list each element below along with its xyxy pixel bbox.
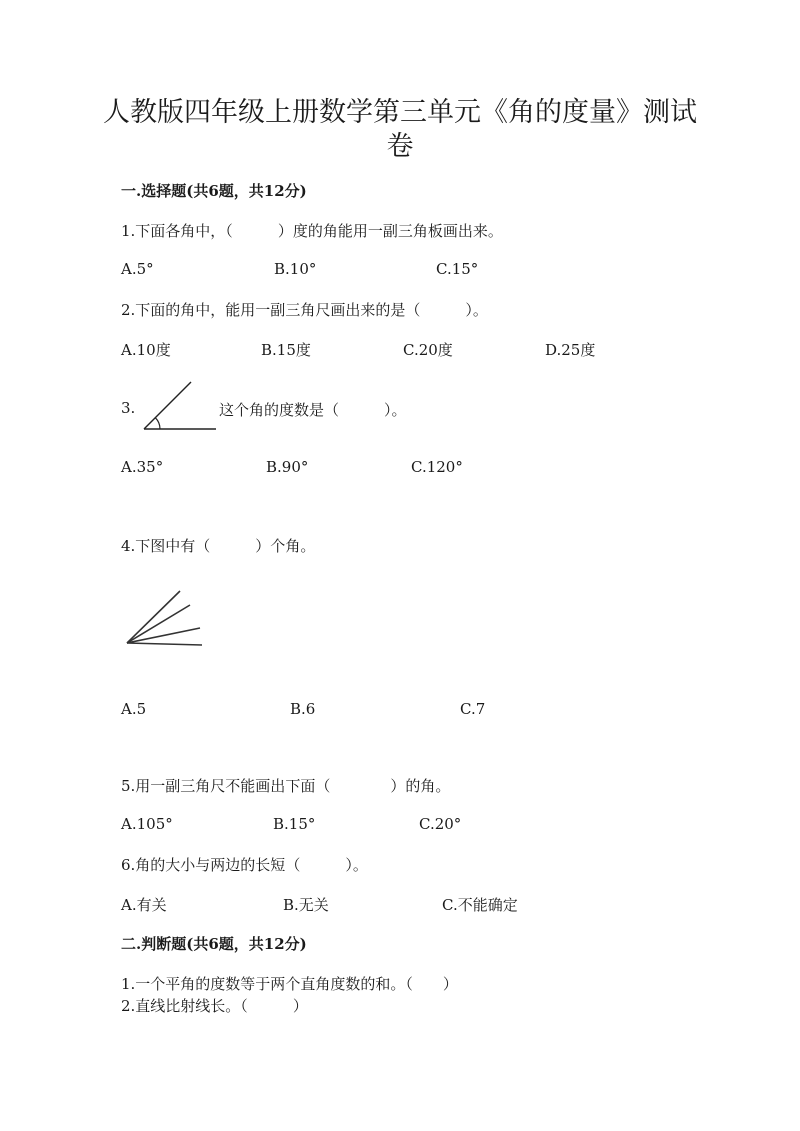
question-3-number: 3.: [121, 399, 136, 417]
question-4-option-c: C.7: [460, 700, 486, 718]
question-1-option-b: B.10°: [274, 260, 317, 278]
question-2-option-a: A.10度: [121, 341, 171, 359]
section-heading-judgement: 二.判断题(共6题，共12分): [121, 935, 307, 953]
question-6: 6.角的大小与两边的长短（ ）。: [121, 856, 368, 874]
question-3-option-a: A.35°: [121, 458, 164, 476]
question-4: 4.下图中有（ ）个角。: [121, 537, 316, 555]
page-title: 人教版四年级上册数学第三单元《角的度量》测试: [103, 97, 697, 128]
page-title-continued: 卷: [386, 131, 414, 162]
question-3-option-c: C.120°: [411, 458, 463, 476]
section-heading-choice: 一.选择题(共6题，共12分): [121, 182, 307, 200]
question-2-option-d: D.25度: [545, 341, 596, 359]
question-2-option-c: C.20度: [403, 341, 453, 359]
question-2: 2.下面的角中，能用一副三角尺画出来的是（ ）。: [121, 301, 488, 319]
question-6-option-b: B.无关: [283, 896, 329, 914]
question-5-option-a: A.105°: [121, 815, 173, 833]
question-4-option-a: A.5: [121, 700, 147, 718]
question-6-option-c: C.不能确定: [442, 896, 518, 914]
question-3-option-b: B.90°: [266, 458, 309, 476]
question-1-option-a: A.5°: [121, 260, 154, 278]
question-4-option-b: B.6: [290, 700, 316, 718]
question-5-option-c: C.20°: [419, 815, 462, 833]
question-1: 1.下面各角中，（ ）度的角能用一副三角板画出来。: [121, 222, 503, 240]
question-2-option-b: B.15度: [261, 341, 311, 359]
rays-figure: [122, 588, 208, 650]
angle-figure: [140, 378, 222, 434]
judgement-question-2: 2.直线比射线长。（ ）: [121, 997, 308, 1015]
question-6-option-a: A.有关: [121, 896, 167, 914]
question-5: 5.用一副三角尺不能画出下面（ ）的角。: [121, 777, 451, 795]
judgement-question-1: 1.一个平角的度数等于两个直角度数的和。（ ）: [121, 975, 458, 993]
question-1-option-c: C.15°: [436, 260, 479, 278]
question-3: 这个角的度数是（ ）。: [219, 401, 407, 419]
question-5-option-b: B.15°: [273, 815, 316, 833]
